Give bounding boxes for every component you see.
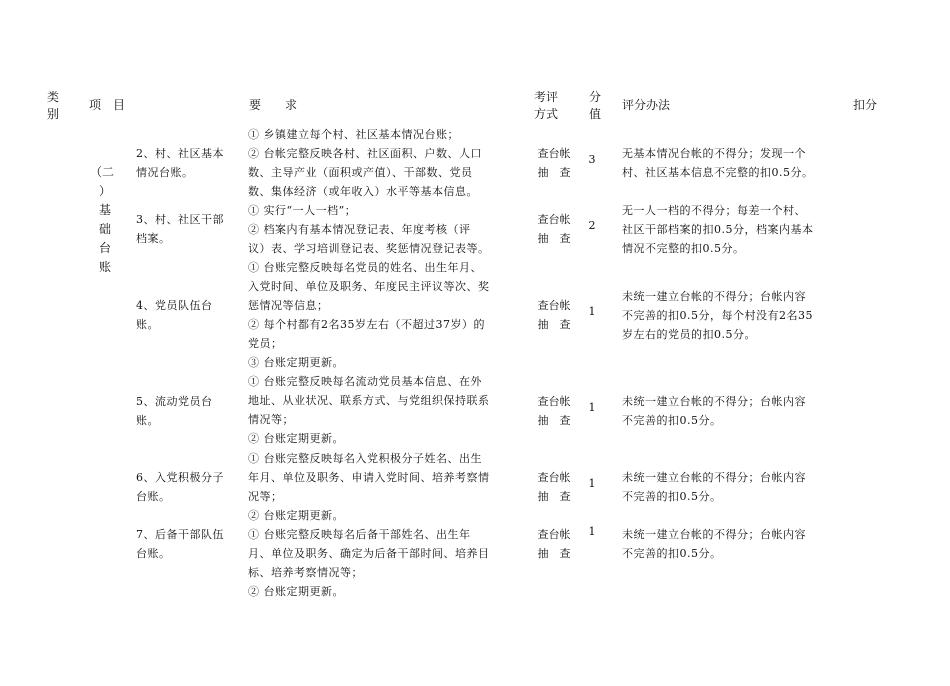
row-method <box>529 392 579 430</box>
row-method-line: 抽 查 <box>537 547 571 560</box>
row-requirement-line: ② 台帐完整反映各村、社区面积、户数、人口 <box>248 147 482 160</box>
row-requirement-line: 党员； <box>248 337 283 350</box>
header-requirement: 要 求 <box>249 98 298 112</box>
row-item-line: 账。 <box>136 318 159 331</box>
row-requirement-line: 议）表、学习培训登记表、奖惩情况登记表等。 <box>248 242 490 255</box>
row-requirement <box>248 525 490 601</box>
row-scoring-line: 未统一建立台帐的不得分；台帐内容 <box>622 471 806 484</box>
category-label <box>90 163 115 277</box>
row-scoring-line: 未统一建立台帐的不得分；台帐内容 <box>622 290 806 303</box>
row-requirement-line: 情况等； <box>248 413 294 426</box>
category-line: 基 <box>98 203 111 217</box>
row-scoring <box>622 287 813 344</box>
row-requirement-line: ② 档案内有基本情况登记表、年度考核（评 <box>248 223 471 236</box>
header-method <box>534 89 558 123</box>
row-requirement-line: ① 台账完整反映每名党员的姓名、出生年月、 <box>248 261 482 274</box>
row-scoring-line: 情况不完整的扣0.5分。 <box>622 242 745 255</box>
row-requirement <box>248 125 482 201</box>
row-scoring-line: 不完善的扣0.5分，每个村没有2名35 <box>622 309 813 322</box>
row-requirement-line: ② 每个村都有2名35岁左右（不超过37岁）的 <box>248 318 485 331</box>
header-item: 项 目 <box>89 98 126 112</box>
row-scoring <box>622 392 806 430</box>
category-line: ） <box>98 184 111 198</box>
row-score: 1 <box>588 401 596 414</box>
row-item <box>136 144 224 182</box>
row-scoring-line: 无一人一档的不得分；每差一个村、 <box>622 204 806 217</box>
row-item <box>136 468 224 506</box>
row-requirement <box>248 201 490 258</box>
header-category <box>47 89 63 123</box>
row-item-line: 档案。 <box>136 232 171 245</box>
row-requirement-line: 地址、从业状况、联系方式、与党组织保持联系 <box>248 394 490 407</box>
row-method <box>529 296 579 334</box>
header-category-line2: 别 <box>47 107 60 121</box>
row-method <box>529 525 579 563</box>
row-scoring-line: 社区干部档案的扣0.5分，档案内基本 <box>622 223 814 236</box>
row-scoring-line: 不完善的扣0.5分。 <box>622 414 722 427</box>
row-score: 3 <box>588 153 596 166</box>
row-method <box>529 210 579 248</box>
row-requirement-line: ① 台账完整反映每名后备干部姓名、出生年 <box>248 528 471 541</box>
row-method-line: 抽 查 <box>537 490 571 503</box>
row-method-line: 查台帐 <box>537 395 571 408</box>
row-item <box>136 210 224 248</box>
row-method-line: 抽 查 <box>537 414 571 427</box>
row-method <box>529 144 579 182</box>
row-scoring <box>622 468 806 506</box>
row-requirement-line: ② 台账定期更新。 <box>248 585 344 598</box>
row-requirement-line: 数、集体经济（或年收入）水平等基本信息。 <box>248 185 478 198</box>
row-method-line: 查台帐 <box>537 471 571 484</box>
row-requirement-line: 况等； <box>248 490 283 503</box>
row-item-line: 情况台账。 <box>136 166 194 179</box>
row-score: 2 <box>588 219 596 232</box>
row-scoring-line: 岁左右的党员的扣0.5分。 <box>622 328 756 341</box>
row-item-line: 3、村、社区干部 <box>136 213 224 226</box>
row-requirement-line: ② 台账定期更新。 <box>248 432 344 445</box>
row-item-line: 4、党员队伍台 <box>136 299 213 312</box>
header-score-line2: 值 <box>589 107 602 121</box>
row-scoring-line: 未统一建立台帐的不得分；台帐内容 <box>622 395 806 408</box>
category-line: 础 <box>98 222 111 236</box>
header-score-line1: 分 <box>589 90 602 104</box>
row-method-line: 抽 查 <box>537 318 571 331</box>
row-scoring-line: 村、社区基本信息不完整的扣0.5分。 <box>622 166 814 179</box>
row-item-line: 账。 <box>136 414 159 427</box>
row-scoring <box>622 144 814 182</box>
row-requirement-line: 惩情况等信息； <box>248 299 329 312</box>
row-requirement-line: 月、单位及职务、确定为后备干部时间、培养目 <box>248 547 490 560</box>
row-requirement-line: 标、培养考察情况等； <box>248 566 363 579</box>
row-scoring <box>622 525 806 563</box>
row-item <box>136 392 213 430</box>
header-deduction: 扣分 <box>853 98 878 112</box>
header-method-line1: 考评 <box>534 90 559 104</box>
row-requirement-line: ① 实行“一人一档”； <box>248 204 357 217</box>
row-scoring-line: 未统一建立台帐的不得分；台帐内容 <box>622 528 806 541</box>
row-requirement-line: ③ 台账定期更新。 <box>248 356 344 369</box>
row-scoring-line: 不完善的扣0.5分。 <box>622 490 722 503</box>
row-item-line: 台账。 <box>136 490 171 503</box>
row-score: 1 <box>588 477 596 490</box>
row-item-line: 6、入党积极分子 <box>136 471 224 484</box>
row-method-line: 查台帐 <box>537 147 571 160</box>
row-score: 1 <box>588 305 596 318</box>
header-score <box>589 89 601 123</box>
row-scoring-line: 不完善的扣0.5分。 <box>622 547 722 560</box>
row-requirement-line: ① 台账完整反映每名入党积极分子姓名、出生 <box>248 452 482 465</box>
category-line: 台 <box>98 241 111 255</box>
category-line: 账 <box>98 260 111 274</box>
row-requirement-line: 年月、单位及职务、申请入党时间、培养考察情 <box>248 471 490 484</box>
row-requirement-line: ① 台账完整反映每名流动党员基本信息、在外 <box>248 375 482 388</box>
row-item <box>136 525 224 563</box>
row-scoring-line: 无基本情况台帐的不得分；发现一个 <box>622 147 806 160</box>
row-item-line: 7、后备干部队伍 <box>136 528 224 541</box>
row-requirement-line: ① 乡镇建立每个村、社区基本情况台账； <box>248 128 459 141</box>
row-method-line: 查台帐 <box>537 213 571 226</box>
row-requirement <box>248 258 490 372</box>
row-scoring <box>622 201 814 258</box>
header-method-line2: 方式 <box>534 107 559 121</box>
row-item <box>136 296 213 334</box>
row-requirement-line: 数、主导产业（面积或产值）、干部数、党员 <box>248 166 473 179</box>
row-item-line: 5、流动党员台 <box>136 395 213 408</box>
row-method-line: 查台帐 <box>537 528 571 541</box>
category-line: （二 <box>90 165 115 179</box>
row-requirement-line: ② 台账定期更新。 <box>248 509 344 522</box>
header-category-line1: 类 <box>47 90 60 104</box>
header-scoring: 评分办法 <box>622 98 671 112</box>
row-requirement <box>248 449 490 525</box>
row-item-line: 2、村、社区基本 <box>136 147 224 160</box>
row-requirement-line: 入党时间、单位及职务、年度民主评议等次、奖 <box>248 280 490 293</box>
row-method-line: 抽 查 <box>537 232 571 245</box>
row-score: 1 <box>588 525 596 538</box>
row-method <box>529 468 579 506</box>
row-item-line: 台账。 <box>136 547 171 560</box>
row-method-line: 抽 查 <box>537 166 571 179</box>
row-requirement <box>248 372 490 448</box>
row-method-line: 查台帐 <box>537 299 571 312</box>
